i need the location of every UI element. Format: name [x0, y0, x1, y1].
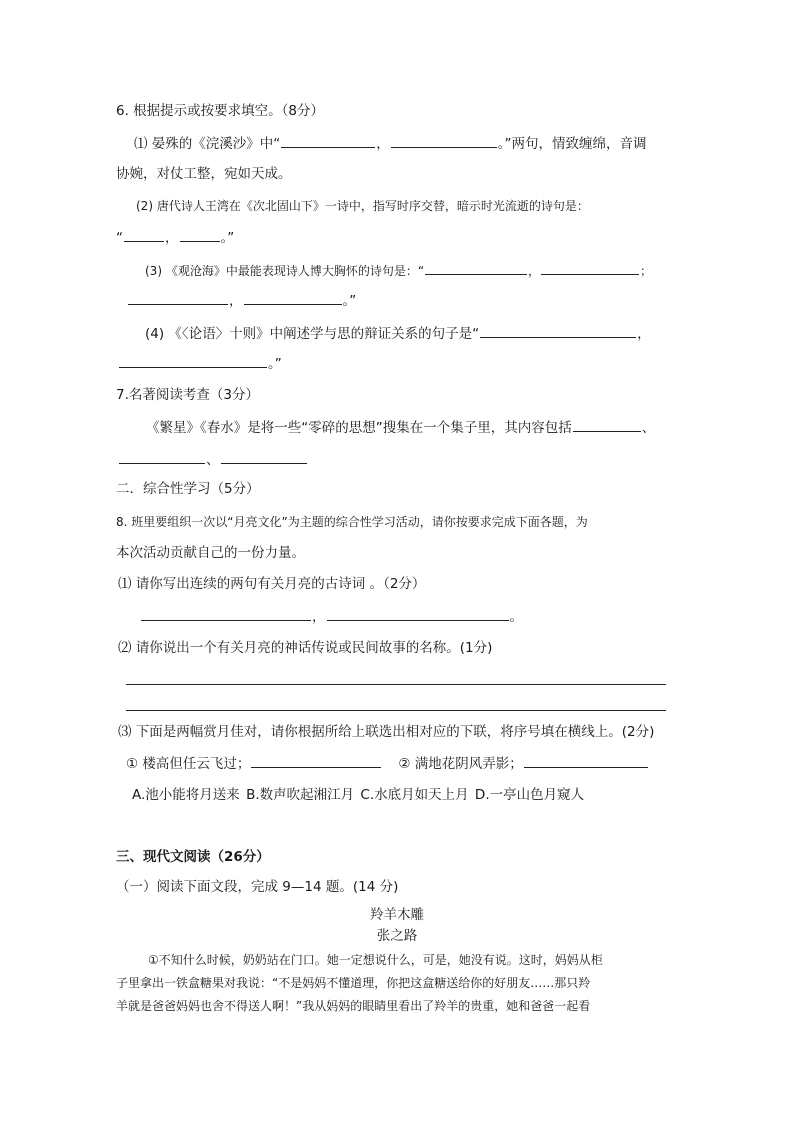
q6-p1-text-a: ⑴ 晏殊的《浣溪沙》中“ [134, 136, 281, 152]
story-author: 张之路 [376, 928, 418, 944]
q8-couplet-1-blank[interactable] [251, 753, 381, 768]
q6-p3-text-c: ； [640, 264, 653, 278]
q6-p2-line1: (2) 唐代诗人王湾在《次北固山下》一诗中，指写时序交替，暗示时光流逝的诗句是： [136, 199, 589, 213]
q8-s2-prompt: ⑵ 请你说出一个有关月亮的神话传说或民间故事的名称。(1分) [118, 640, 493, 656]
q6-p3-blank-3[interactable] [128, 290, 228, 305]
q6-p2-text-c: ， [165, 230, 179, 246]
story-paragraph-line-3: 羊就是爸爸妈妈也舍不得送人啊！”我从妈妈的眼睛里看出了羚羊的贵重，她和爸爸一起看 [116, 999, 591, 1013]
q6-p3-line1 [145, 260, 652, 281]
q6-p4-line2 [118, 353, 282, 374]
q6-p4-blank-1[interactable] [480, 323, 636, 338]
q6-p4-text-b: ， [637, 326, 651, 342]
q7-line1 [146, 417, 655, 438]
section3-subtitle: （一）阅读下面文段，完成 9—14 题。(14 分) [116, 879, 399, 895]
q6-p4-line1 [145, 323, 651, 344]
q6-p2-text-d: 。” [220, 230, 235, 246]
story-title: 羚羊木雕 [370, 907, 424, 923]
q8-intro-line1: 8. 班里要组织一次以“月亮文化”为主题的综合性学习活动，请你按要求完成下面各题，为 [116, 515, 588, 529]
q8-s1-blank-1[interactable] [141, 606, 311, 621]
q6-p1-line2: 协婉，对仗工整，宛如天成。 [116, 166, 292, 182]
q6-p1-text-b: ， [376, 136, 390, 152]
q6-p4-blank-2[interactable] [119, 353, 267, 368]
q7-blank-1[interactable] [573, 417, 641, 432]
q6-p3-line2 [127, 290, 356, 311]
q7-sep-1: 、 [641, 420, 656, 436]
q6-p3-text-e: 。” [342, 293, 357, 309]
q8-s1-comma: ， [312, 609, 326, 625]
q8-s1-period: 。 [509, 609, 523, 625]
q6-p1-line1 [134, 133, 647, 154]
q8-s2-answer-line-1[interactable] [126, 684, 666, 685]
q6-p3-blank-2[interactable] [541, 260, 639, 275]
q8-s1-answer [140, 606, 523, 627]
q6-p2-blank-2[interactable] [180, 227, 220, 242]
q8-couplet-2: ② 满地花阴风弄影； [398, 756, 523, 772]
q8-couplet-2-blank[interactable] [524, 753, 648, 768]
q8-s2-answer-line-2[interactable] [126, 710, 666, 711]
q8-intro-line2: 本次活动贡献自己的一份力量。 [116, 545, 305, 561]
q8-s1-blank-2[interactable] [327, 606, 509, 621]
q6-p3-blank-1[interactable] [425, 260, 527, 275]
q7-blank-3[interactable] [221, 449, 307, 464]
q6-p2-line2 [116, 227, 234, 248]
q7-title: 7.名著阅读考查（3分） [116, 387, 259, 403]
q6-p1-blank-1[interactable] [281, 133, 375, 148]
q6-p3-text-b: ， [528, 264, 541, 278]
q6-p2-text-b: “ [116, 230, 123, 246]
q6-p2-blank-1[interactable] [124, 227, 164, 242]
q6-p1-blank-2[interactable] [391, 133, 497, 148]
q8-s3-couplets [126, 753, 649, 774]
q6-p3-text-d: ， [229, 293, 243, 309]
q6-p4-text-c: 。” [268, 356, 282, 372]
section3-title: 三、现代文阅读（26分） [116, 849, 270, 865]
q6-p1-text-c: 。”两句，情致缠绵，音调 [497, 136, 647, 152]
q6-p3-blank-4[interactable] [244, 290, 342, 305]
q6-p4-text-a: (4) 《〈论语〉十则》中阐述学与思的辩证关系的句子是“ [145, 326, 480, 342]
q7-text: 《繁星》《春水》是将一些“零碎的思想”搜集在一个集子里，其内容包括 [146, 420, 572, 436]
q8-couplet-1: ① 楼高但任云飞过； [126, 756, 251, 772]
q6-p3-text-a: (3) 《观沧海》中最能表现诗人博大胸怀的诗句是：“ [145, 264, 425, 278]
q7-blank-2[interactable] [119, 449, 205, 464]
q7-line2 [118, 449, 308, 470]
section2-title: 二．综合性学习（5分） [116, 481, 260, 497]
q8-s3-options: A.池小能将月送来 B.数声吹起湘江月 C.水底月如天上月 D.一亭山色月窥人 [132, 787, 585, 803]
q8-s3-prompt: ⑶ 下面是两幅赏月佳对，请你根据所给上联选出相对应的下联，将序号填在横线上。(2分) [118, 724, 655, 740]
q8-s1-prompt: ⑴ 请你写出连续的两句有关月亮的古诗词 。（2分） [118, 576, 426, 592]
q6-title: 6. 根据提示或按要求填空。（8分） [116, 103, 325, 119]
q7-sep-2: 、 [206, 452, 220, 468]
story-paragraph-line-2: 子里拿出一铁盒糖果对我说：“不是妈妈不懂道理，你把这盒糖送给你的好朋友……那只羚 [116, 976, 591, 990]
story-paragraph-line-1: ①不知什么时候，奶奶站在门口。她一定想说什么，可是，她没有说。这时，妈妈从柜 [148, 953, 603, 967]
